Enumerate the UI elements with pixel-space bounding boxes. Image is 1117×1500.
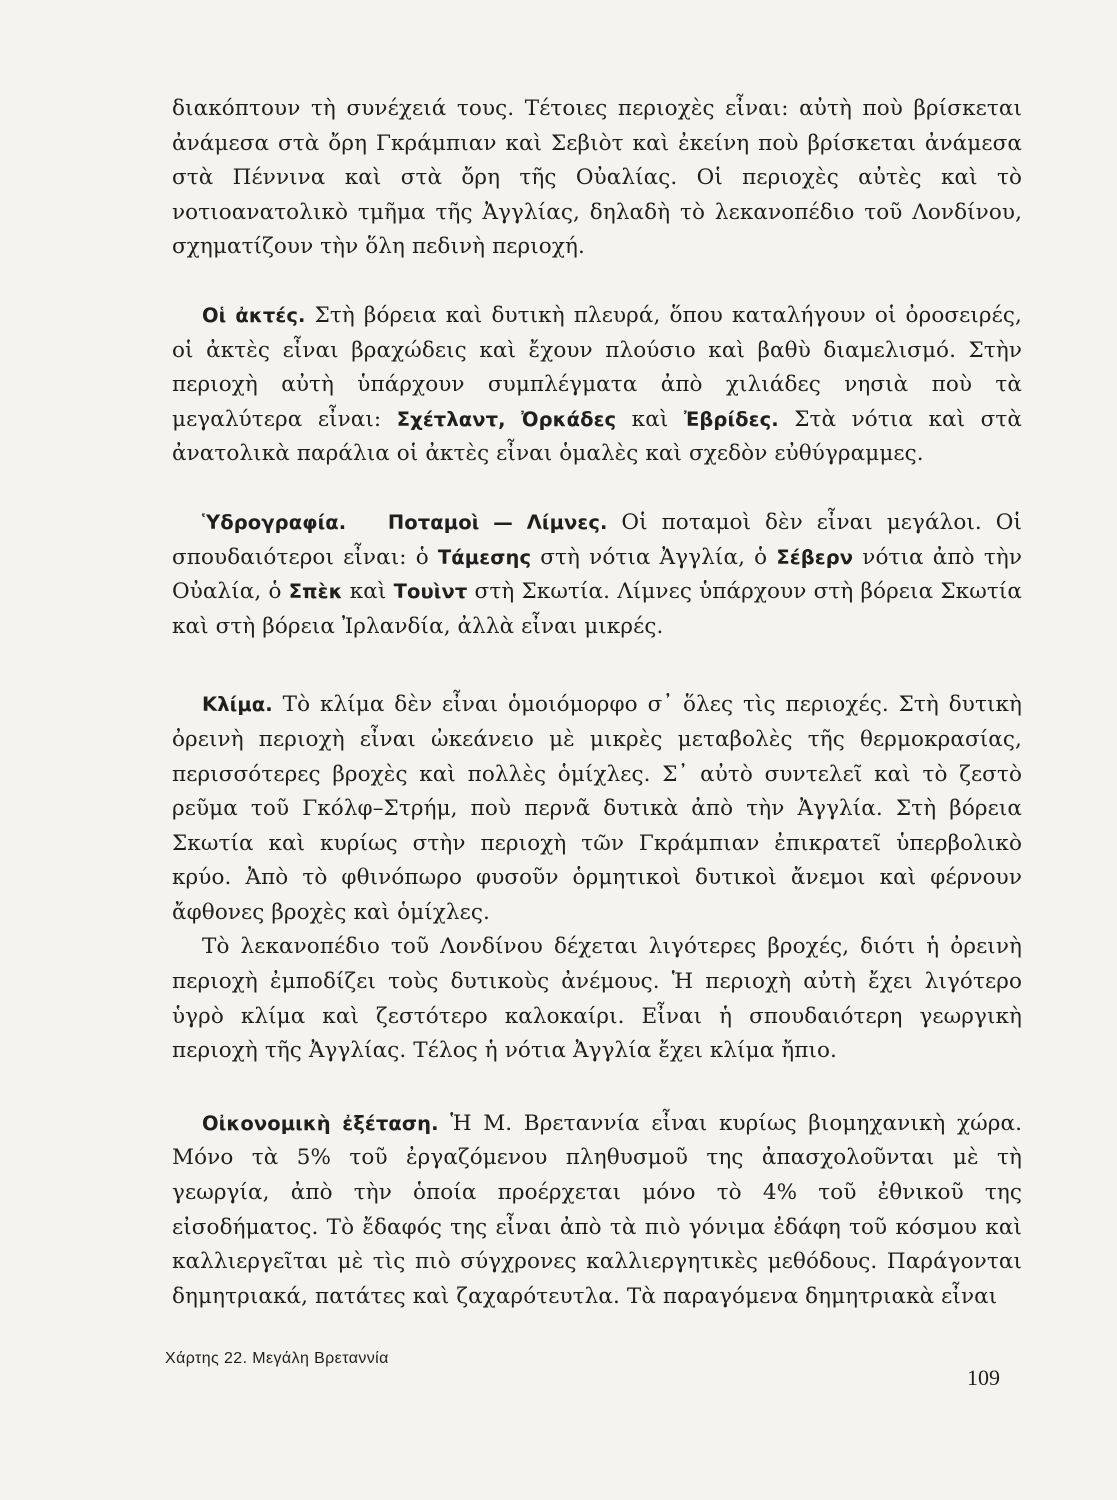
paragraph-text: Ἡ Μ. Βρεταννία εἶναι κυρίως βιομηχανικὴ χώρα. Μόνο τὰ 5% τοῦ ἐργαζόμενου πληθυσμοῦ της ἀπασχολοῦνται μὲ τὴ γεωργία, ἀπὸ τὴν ὁποία προέρχεται μόνο τὸ 4% τοῦ ἐθνικοῦ της εἰσοδήματος. Τὸ ἔδαφός της εἶναι ἀπὸ τὰ πιὸ γόνιμα ἐδάφη τοῦ κόσμου καὶ καλλιεργεῖται μὲ τὶς πιὸ σύγχρονες καλλιεργητικὲς μεθόδους. Παράγονται δημητριακά, πατάτες καὶ ζαχαρότευτλα. Τὰ παραγόμενα δημητριακὰ εἶναι: [172, 1110, 1023, 1309]
section-heading-coasts: Οἱ ἀκτές.: [202, 303, 306, 327]
paragraph-text: Στὴ βόρεια καὶ δυτικὴ πλευρά, ὅπου καταλήγουν οἱ ὀροσειρές, οἱ ἀκτὲς εἶναι βραχώδεις καὶ ἔχουν πλούσιο καὶ βαθὺ διαμελισμό. Στὴν περιοχὴ αὐτὴ ὑπάρχουν συμπλέγματα ἀπὸ χιλιάδες νησιὰ ποὺ τὰ μεγαλύτερα εἶναι:: [172, 302, 1022, 432]
bold-term: Σχέτλαντ, Ὀρκάδες: [396, 407, 617, 431]
paragraph-text: Τὸ κλίμα δὲν εἶναι ὁμοιόμορφο σ᾽ ὅλες τὶς περιοχές. Στὴ δυτικὴ ὀρεινὴ περιοχὴ εἶναι ὠκεάνειο μὲ μικρὲς μεταβολὲς τῆς θερμοκρασίας, περισσότερες βροχὲς καὶ πολλὲς ὁμίχλες. Σ᾽ αὐτὸ συντελεῖ καὶ τὸ ζεστὸ ρεῦμα τοῦ Γκόλφ–Στρήμ, ποὺ περνᾶ δυτικὰ ἀπὸ τὴν Ἀγγλία. Στὴ βόρεια Σκωτία καὶ κυρίως στὴν περιοχὴ τῶν Γκράμπιαν ἐπικρατεῖ ὑπερβολικὸ κρύο. Ἀπὸ τὸ φθινόπωρο φυσοῦν ὁρμητικοὶ δυτικοὶ ἄνεμοι καὶ φέρνουν ἄφθονες βροχὲς καὶ ὁμίχλες.: [172, 692, 1022, 925]
paragraph-climate: [172, 688, 1022, 930]
section-heading-hydrography: Ὑδρογραφία. Ποταμοὶ — Λίμνες.: [202, 510, 608, 534]
page-body: [172, 92, 1022, 1314]
paragraph-text: Τὸ λεκανοπέδιο τοῦ Λονδίνου δέχεται λιγότερες βροχές, διότι ἡ ὀρεινὴ περιοχὴ ἐμποδίζει τοὺς δυτικοὺς ἀνέμους. Ἡ περιοχὴ αὐτὴ ἔχει λιγότερο ὑγρὸ κλίμα καὶ ζεστότερο καλοκαίρι. Εἶναι ἡ σπουδαιότερη γεωργικὴ περιοχὴ τῆς Ἀγγλίας. Τέλος ἡ νότια Ἀγγλία ἔχει κλίμα ἤπιο.: [172, 934, 1022, 1064]
paragraph-london-basin: [172, 930, 1022, 1068]
page-number: 109: [967, 1365, 1000, 1390]
bold-term: Σπὲκ: [288, 580, 343, 604]
section-heading-climate: Κλίμα.: [202, 693, 273, 717]
bold-term: Τάμεσης: [437, 545, 532, 569]
paragraph-relief-end: [172, 92, 1022, 265]
paragraph-text: στὴ Σκωτία. Λίμνες ὑπάρχουν στὴ βόρεια Σκωτία καὶ στὴ βόρεια Ἰρλανδία, ἀλλὰ εἶναι μικρές.: [172, 579, 1022, 639]
paragraph-text: καὶ: [342, 579, 394, 605]
paragraph-hydrography: [172, 506, 1022, 644]
bold-term: Σέβερν: [776, 545, 854, 569]
paragraph-text: καὶ: [616, 406, 684, 432]
paragraph-coasts: [172, 299, 1022, 472]
paragraph-text: Στὰ νότια καὶ στὰ ἀνατολικὰ παράλια οἱ ἀκτὲς εἶναι ὁμαλὲς καὶ σχεδὸν εὐθύγραμμες.: [172, 406, 1022, 467]
bold-term: Ἐβρίδες.: [683, 407, 779, 431]
map-caption: Χάρτης 22. Μεγάλη Βρεταννία: [165, 1350, 389, 1367]
paragraph-economy: [172, 1107, 1022, 1315]
paragraph-text: στὴ νότια Ἀγγλία, ὁ: [531, 544, 777, 570]
paragraph-text: νότια ἀπὸ τὴν Οὐαλία, ὁ: [172, 544, 1022, 605]
bold-term: Τουὶντ: [393, 580, 468, 604]
paragraph-text: Οἱ ποταμοὶ δὲν εἶναι μεγάλοι. Οἱ σπουδαιότεροι εἶναι: ὁ: [172, 509, 1022, 570]
paragraph-text: διακόπτουν τὴ συνέχειά τους. Τέτοιες περιοχὲς εἶναι: αὐτὴ ποὺ βρίσκεται ἀνάμεσα στὰ ὄρη Γκράμπιαν καὶ Σεβιὸτ καὶ ἐκείνη ποὺ βρίσκεται ἀνάμεσα στὰ Πέννινα καὶ στὰ ὄρη τῆς Οὐαλίας. Οἱ περιοχὲς αὐτὲς καὶ τὸ νοτιοανατολικὸ τμῆμα τῆς Ἀγγλίας, δηλαδὴ τὸ λεκανοπέδιο τοῦ Λονδίνου, σχηματίζουν τὴν ὅλη πεδινὴ περιοχή.: [172, 96, 1022, 260]
section-heading-economy: Οἰκονομικὴ ἐξέταση.: [202, 1111, 439, 1135]
